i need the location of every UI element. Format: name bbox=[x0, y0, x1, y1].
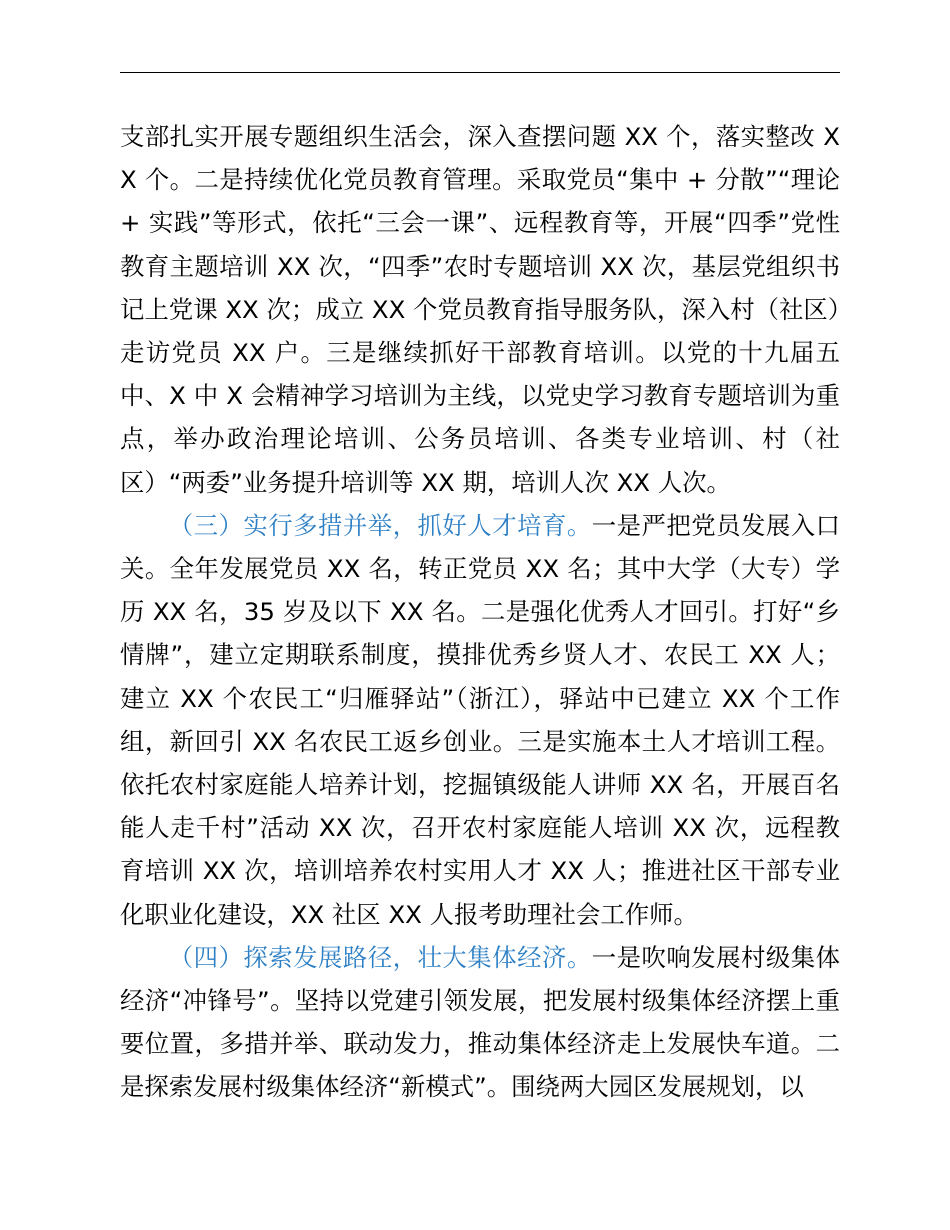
header-rule bbox=[120, 72, 840, 73]
paragraph-2 bbox=[120, 504, 840, 936]
section-heading-3: （三）实行多措并举，抓好人才培育。 bbox=[168, 510, 592, 540]
paragraph-3 bbox=[120, 936, 840, 1109]
paragraph-1-text: 支部扎实开展专题组织生活会，深入查摆问题 XX 个，落实整改 XX 个。二是持续优化党员教育管理。采取党员“集中 + 分散”“理论 + 实践”等形式，依托“三会一课”、远程教育等，开展“四季”党性教育主题培训 XX 次，“四季”农时专题培训 XX 次，基层党组织书记上党课 XX 次；成立 XX 个党员教育指导服务队，深入村（社区）走访党员 XX 户。三是继续抓好干部教育培训。以党的十九届五中、X 中 X 会精神学习培训为主线，以党史学习教育专题培训为重点，举办政治理论培训、公务员培训、各类专业培训、村（社区）“两委”业务提升培训等 XX 期，培训人次 XX 人次。 bbox=[120, 122, 840, 497]
paragraph-2-text: 一是严把党员发展入口关。全年发展党员 XX 名，转正党员 XX 名；其中大学（大专）学历 XX 名，35 岁及以下 XX 名。二是强化优秀人才回引。打好“乡情牌”，建立定期联系制度，摸排优秀乡贤人才、农民工 XX 人；建立 XX 个农民工“归雁驿站”（浙江），驿站中已建立 XX 个工作组，新回引 XX 名农民工返乡创业。三是实施本土人才培训工程。依托农村家庭能人培养计划，挖掘镇级能人讲师 XX 名，开展百名能人走千村”活动 XX 次，召开农村家庭能人培训 XX 次，远程教育培训 XX 次，培训培养农村实用人才 XX 人；推进社区干部专业化职业化建设，XX 社区 XX 人报考助理社会工作师。 bbox=[120, 510, 840, 929]
document-body bbox=[120, 115, 840, 1109]
paragraph-3-text: 一是吹响发展村级集体经济“冲锋号”。坚持以党建引领发展，把发展村级集体经济摆上重要位置，多措并举、联动发力，推动集体经济走上发展快车道。二是探索发展村级集体经济“新模式”。围绕两大园区发展规划，以 bbox=[120, 942, 840, 1102]
section-heading-4: （四）探索发展路径，壮大集体经济。 bbox=[168, 942, 592, 972]
paragraph-1 bbox=[120, 115, 840, 504]
